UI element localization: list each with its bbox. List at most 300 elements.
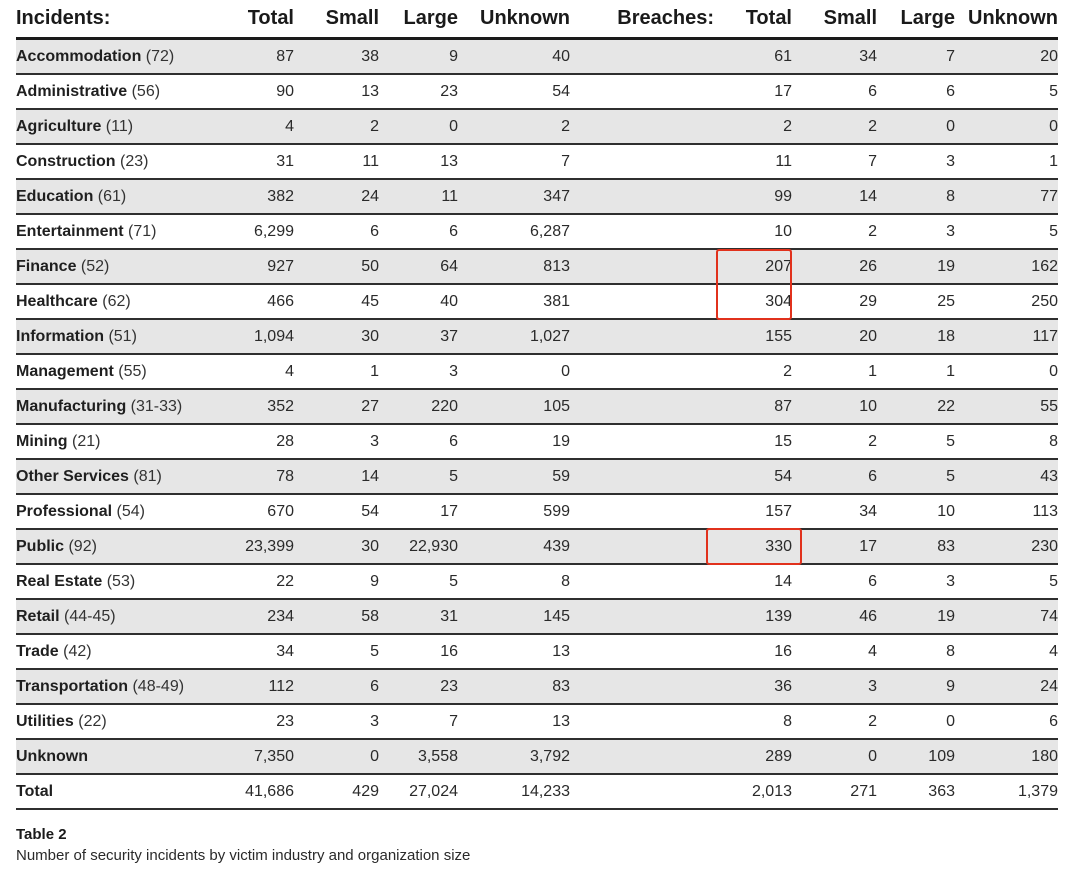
incidents-small-cell: 0	[294, 739, 379, 774]
breaches-large-cell: 0	[877, 704, 955, 739]
row-industry-label	[16, 564, 202, 599]
incidents-breaches-table-container	[16, 0, 1058, 810]
incidents-large-cell: 27,024	[379, 774, 458, 809]
breaches-total-cell: 2,013	[714, 774, 792, 809]
breaches-large-cell: 5	[877, 459, 955, 494]
industry-naics-code: (52)	[80, 257, 110, 275]
incidents-unknown-cell: 6,287	[458, 214, 570, 249]
incidents-large-cell: 5	[379, 564, 458, 599]
breaches-small-cell: 6	[792, 564, 877, 599]
industry-naics-code: (51)	[108, 327, 137, 345]
breaches-small-cell: 14	[792, 179, 877, 214]
breaches-label-spacer	[590, 144, 714, 179]
incidents-large-cell: 23	[379, 669, 458, 704]
breaches-label-spacer	[590, 704, 714, 739]
incidents-large-cell: 17	[379, 494, 458, 529]
row-industry-label	[16, 739, 202, 774]
table-caption	[16, 824, 1016, 866]
breaches-small-cell: 6	[792, 459, 877, 494]
row-industry-label	[16, 144, 202, 179]
incidents-total-cell: 352	[202, 389, 294, 424]
breaches-small-cell: 2	[792, 214, 877, 249]
incidents-total-cell: 670	[202, 494, 294, 529]
industry-naics-code: (55)	[118, 362, 147, 380]
breaches-large-cell: 363	[877, 774, 955, 809]
breaches-total-cell: 207	[714, 249, 792, 284]
breaches-unknown-cell: 8	[955, 424, 1058, 459]
incidents-unknown-cell: 83	[458, 669, 570, 704]
row-industry-label	[16, 389, 202, 424]
incidents-small-cell: 24	[294, 179, 379, 214]
breaches-small-cell: 10	[792, 389, 877, 424]
breaches-label-spacer	[590, 179, 714, 214]
breaches-total-cell: 157	[714, 494, 792, 529]
breaches-total-cell: 2	[714, 354, 792, 389]
incidents-large-cell: 31	[379, 599, 458, 634]
incidents-total-cell: 23,399	[202, 529, 294, 564]
incidents-small-cell: 6	[294, 214, 379, 249]
row-industry-label	[16, 39, 202, 75]
breaches-large-cell: 6	[877, 74, 955, 109]
table-row	[16, 389, 1058, 424]
highlight-box	[706, 528, 802, 565]
gap-cell	[570, 424, 590, 459]
industry-naics-code: (71)	[128, 222, 157, 240]
incidents-small-cell: 5	[294, 634, 379, 669]
header-incidents-large: Large	[379, 0, 458, 39]
row-industry-label	[16, 704, 202, 739]
industry-name: Other Services	[16, 467, 129, 485]
header-incidents-small: Small	[294, 0, 379, 39]
incidents-large-cell: 22,930	[379, 529, 458, 564]
table-body	[16, 39, 1058, 810]
gap-cell	[570, 39, 590, 75]
incidents-large-cell: 3	[379, 354, 458, 389]
table-row	[16, 424, 1058, 459]
breaches-large-cell: 25	[877, 284, 955, 319]
header-incidents: Incidents:	[16, 0, 202, 39]
caption-text: Number of security incidents by victim industry and organization size	[16, 847, 471, 864]
incidents-large-cell: 9	[379, 39, 458, 75]
row-industry-label	[16, 214, 202, 249]
breaches-unknown-cell: 1,379	[955, 774, 1058, 809]
table-row	[16, 354, 1058, 389]
breaches-total-cell: 10	[714, 214, 792, 249]
incidents-unknown-cell: 381	[458, 284, 570, 319]
breaches-label-spacer	[590, 39, 714, 75]
industry-name: Entertainment	[16, 222, 124, 240]
breaches-unknown-cell: 250	[955, 284, 1058, 319]
industry-name: Manufacturing	[16, 397, 127, 415]
table-row	[16, 494, 1058, 529]
gap-cell	[570, 249, 590, 284]
breaches-label-spacer	[590, 774, 714, 809]
breaches-large-cell: 83	[877, 529, 955, 564]
table-row	[16, 564, 1058, 599]
incidents-large-cell: 6	[379, 424, 458, 459]
gap-cell	[570, 739, 590, 774]
breaches-label-spacer	[590, 599, 714, 634]
breaches-large-cell: 10	[877, 494, 955, 529]
breaches-large-cell: 18	[877, 319, 955, 354]
breaches-label-spacer	[590, 319, 714, 354]
incidents-unknown-cell: 13	[458, 704, 570, 739]
breaches-large-cell: 3	[877, 564, 955, 599]
breaches-total-cell: 155	[714, 319, 792, 354]
incidents-small-cell: 13	[294, 74, 379, 109]
highlight-box	[716, 283, 792, 320]
gap-cell	[570, 669, 590, 704]
incidents-small-cell: 6	[294, 669, 379, 704]
incidents-unknown-cell: 599	[458, 494, 570, 529]
incidents-breaches-table	[16, 0, 1058, 810]
incidents-small-cell: 30	[294, 319, 379, 354]
breaches-small-cell: 271	[792, 774, 877, 809]
breaches-label-spacer	[590, 249, 714, 284]
breaches-unknown-cell: 117	[955, 319, 1058, 354]
breaches-unknown-cell: 5	[955, 564, 1058, 599]
highlight-box	[716, 249, 792, 283]
breaches-total-cell: 330	[714, 529, 792, 564]
incidents-small-cell: 58	[294, 599, 379, 634]
incidents-unknown-cell: 1,027	[458, 319, 570, 354]
incidents-large-cell: 13	[379, 144, 458, 179]
breaches-label-spacer	[590, 529, 714, 564]
row-industry-label	[16, 179, 202, 214]
table-row	[16, 74, 1058, 109]
breaches-small-cell: 2	[792, 109, 877, 144]
header-breaches-small: Small	[792, 0, 877, 39]
incidents-large-cell: 16	[379, 634, 458, 669]
breaches-large-cell: 109	[877, 739, 955, 774]
gap-cell	[570, 319, 590, 354]
industry-name: Real Estate	[16, 572, 103, 590]
incidents-unknown-cell: 145	[458, 599, 570, 634]
row-industry-label	[16, 774, 202, 809]
breaches-label-spacer	[590, 354, 714, 389]
breaches-total-cell: 8	[714, 704, 792, 739]
gap-cell	[570, 179, 590, 214]
breaches-total-cell: 87	[714, 389, 792, 424]
incidents-unknown-cell: 2	[458, 109, 570, 144]
incidents-large-cell: 5	[379, 459, 458, 494]
incidents-unknown-cell: 40	[458, 39, 570, 75]
breaches-label-spacer	[590, 424, 714, 459]
incidents-total-cell: 41,686	[202, 774, 294, 809]
breaches-large-cell: 9	[877, 669, 955, 704]
incidents-unknown-cell: 3,792	[458, 739, 570, 774]
breaches-unknown-cell: 6	[955, 704, 1058, 739]
breaches-large-cell: 0	[877, 109, 955, 144]
breaches-total-cell: 289	[714, 739, 792, 774]
incidents-large-cell: 40	[379, 284, 458, 319]
breaches-large-cell: 1	[877, 354, 955, 389]
incidents-total-cell: 112	[202, 669, 294, 704]
table-row	[16, 319, 1058, 354]
breaches-label-spacer	[590, 389, 714, 424]
incidents-unknown-cell: 54	[458, 74, 570, 109]
industry-name: Agriculture	[16, 117, 102, 135]
incidents-total-cell: 31	[202, 144, 294, 179]
gap-cell	[570, 389, 590, 424]
breaches-small-cell: 20	[792, 319, 877, 354]
breaches-unknown-cell: 5	[955, 74, 1058, 109]
incidents-unknown-cell: 347	[458, 179, 570, 214]
breaches-small-cell: 6	[792, 74, 877, 109]
industry-naics-code: (56)	[131, 82, 161, 100]
industry-naics-code: (92)	[68, 537, 97, 555]
gap-cell	[570, 109, 590, 144]
incidents-large-cell: 3,558	[379, 739, 458, 774]
incidents-total-cell: 28	[202, 424, 294, 459]
header-breaches-large: Large	[877, 0, 955, 39]
table-row	[16, 39, 1058, 75]
caption-title: Table 2	[16, 826, 67, 843]
incidents-small-cell: 27	[294, 389, 379, 424]
gap-cell	[570, 774, 590, 809]
table-header-row	[16, 0, 1058, 39]
incidents-unknown-cell: 13	[458, 634, 570, 669]
incidents-small-cell: 30	[294, 529, 379, 564]
industry-name: Trade	[16, 642, 59, 660]
industry-name: Accommodation	[16, 47, 142, 65]
breaches-label-spacer	[590, 739, 714, 774]
gap-cell	[570, 564, 590, 599]
gap-cell	[570, 494, 590, 529]
gap-cell	[570, 704, 590, 739]
row-industry-label	[16, 284, 202, 319]
industry-name: Management	[16, 362, 114, 380]
industry-name: Retail	[16, 607, 60, 625]
incidents-total-cell: 466	[202, 284, 294, 319]
row-industry-label	[16, 459, 202, 494]
incidents-small-cell: 2	[294, 109, 379, 144]
incidents-total-cell: 927	[202, 249, 294, 284]
gap-cell	[570, 284, 590, 319]
row-industry-label	[16, 319, 202, 354]
incidents-small-cell: 50	[294, 249, 379, 284]
incidents-large-cell: 11	[379, 179, 458, 214]
breaches-label-spacer	[590, 634, 714, 669]
incidents-total-cell: 234	[202, 599, 294, 634]
incidents-unknown-cell: 8	[458, 564, 570, 599]
breaches-large-cell: 5	[877, 424, 955, 459]
incidents-large-cell: 0	[379, 109, 458, 144]
industry-name: Total	[16, 782, 54, 800]
industry-name: Administrative	[16, 82, 128, 100]
breaches-label-spacer	[590, 74, 714, 109]
industry-name: Public	[16, 537, 65, 555]
industry-name: Information	[16, 327, 104, 345]
breaches-total-cell: 2	[714, 109, 792, 144]
breaches-small-cell: 3	[792, 669, 877, 704]
incidents-small-cell: 429	[294, 774, 379, 809]
header-incidents-unknown: Unknown	[458, 0, 570, 39]
incidents-large-cell: 6	[379, 214, 458, 249]
incidents-large-cell: 7	[379, 704, 458, 739]
breaches-small-cell: 0	[792, 739, 877, 774]
incidents-total-cell: 1,094	[202, 319, 294, 354]
breaches-unknown-cell: 230	[955, 529, 1058, 564]
breaches-total-cell: 16	[714, 634, 792, 669]
industry-naics-code: (21)	[72, 432, 101, 450]
incidents-total-cell: 78	[202, 459, 294, 494]
breaches-unknown-cell: 0	[955, 354, 1058, 389]
table-row	[16, 669, 1058, 704]
table-row	[16, 739, 1058, 774]
breaches-total-cell: 15	[714, 424, 792, 459]
industry-name: Unknown	[16, 747, 88, 765]
header-incidents-total: Total	[202, 0, 294, 39]
breaches-label-spacer	[590, 214, 714, 249]
breaches-large-cell: 19	[877, 249, 955, 284]
breaches-large-cell: 7	[877, 39, 955, 75]
header-gap	[570, 0, 590, 39]
incidents-small-cell: 3	[294, 424, 379, 459]
table-row	[16, 284, 1058, 319]
breaches-small-cell: 2	[792, 424, 877, 459]
incidents-small-cell: 45	[294, 284, 379, 319]
breaches-unknown-cell: 113	[955, 494, 1058, 529]
breaches-label-spacer	[590, 494, 714, 529]
industry-name: Mining	[16, 432, 68, 450]
gap-cell	[570, 459, 590, 494]
header-breaches-unknown: Unknown	[955, 0, 1058, 39]
incidents-large-cell: 220	[379, 389, 458, 424]
row-industry-label	[16, 634, 202, 669]
industry-name: Professional	[16, 502, 113, 520]
incidents-unknown-cell: 813	[458, 249, 570, 284]
gap-cell	[570, 529, 590, 564]
row-industry-label	[16, 494, 202, 529]
breaches-total-cell: 61	[714, 39, 792, 75]
table-row	[16, 214, 1058, 249]
header-breaches-total: Total	[714, 0, 792, 39]
industry-naics-code: (61)	[97, 187, 127, 205]
incidents-total-cell: 4	[202, 354, 294, 389]
incidents-total-cell: 6,299	[202, 214, 294, 249]
breaches-small-cell: 2	[792, 704, 877, 739]
incidents-large-cell: 37	[379, 319, 458, 354]
incidents-small-cell: 9	[294, 564, 379, 599]
incidents-small-cell: 14	[294, 459, 379, 494]
industry-name: Utilities	[16, 712, 74, 730]
table-row	[16, 144, 1058, 179]
industry-naics-code: (81)	[133, 467, 162, 485]
industry-name: Transportation	[16, 677, 129, 695]
incidents-small-cell: 1	[294, 354, 379, 389]
row-industry-label	[16, 249, 202, 284]
breaches-small-cell: 29	[792, 284, 877, 319]
gap-cell	[570, 354, 590, 389]
incidents-unknown-cell: 14,233	[458, 774, 570, 809]
row-industry-label	[16, 599, 202, 634]
breaches-label-spacer	[590, 669, 714, 704]
incidents-unknown-cell: 105	[458, 389, 570, 424]
incidents-unknown-cell: 19	[458, 424, 570, 459]
breaches-total-cell: 139	[714, 599, 792, 634]
breaches-unknown-cell: 43	[955, 459, 1058, 494]
table-row	[16, 704, 1058, 739]
industry-naics-code: (31-33)	[130, 397, 183, 415]
breaches-label-spacer	[590, 564, 714, 599]
breaches-large-cell: 3	[877, 144, 955, 179]
incidents-total-cell: 382	[202, 179, 294, 214]
breaches-unknown-cell: 74	[955, 599, 1058, 634]
incidents-total-cell: 4	[202, 109, 294, 144]
breaches-unknown-cell: 20	[955, 39, 1058, 75]
breaches-unknown-cell: 24	[955, 669, 1058, 704]
breaches-total-cell: 99	[714, 179, 792, 214]
incidents-small-cell: 3	[294, 704, 379, 739]
breaches-large-cell: 8	[877, 634, 955, 669]
breaches-small-cell: 26	[792, 249, 877, 284]
gap-cell	[570, 599, 590, 634]
breaches-small-cell: 7	[792, 144, 877, 179]
breaches-small-cell: 34	[792, 39, 877, 75]
breaches-large-cell: 8	[877, 179, 955, 214]
incidents-large-cell: 23	[379, 74, 458, 109]
incidents-total-cell: 34	[202, 634, 294, 669]
industry-naics-code: (54)	[116, 502, 145, 520]
incidents-total-cell: 7,350	[202, 739, 294, 774]
breaches-unknown-cell: 5	[955, 214, 1058, 249]
industry-name: Education	[16, 187, 94, 205]
incidents-total-cell: 23	[202, 704, 294, 739]
incidents-large-cell: 64	[379, 249, 458, 284]
row-industry-label	[16, 424, 202, 459]
incidents-small-cell: 11	[294, 144, 379, 179]
breaches-large-cell: 3	[877, 214, 955, 249]
breaches-label-spacer	[590, 284, 714, 319]
breaches-unknown-cell: 180	[955, 739, 1058, 774]
industry-name: Healthcare	[16, 292, 98, 310]
industry-naics-code: (72)	[145, 47, 175, 65]
breaches-unknown-cell: 162	[955, 249, 1058, 284]
gap-cell	[570, 214, 590, 249]
breaches-large-cell: 19	[877, 599, 955, 634]
industry-naics-code: (44-45)	[64, 607, 116, 625]
industry-naics-code: (62)	[102, 292, 131, 310]
industry-naics-code: (53)	[106, 572, 136, 590]
breaches-small-cell: 17	[792, 529, 877, 564]
row-industry-label	[16, 74, 202, 109]
breaches-unknown-cell: 0	[955, 109, 1058, 144]
industry-naics-code: (42)	[63, 642, 92, 660]
table-total-row	[16, 774, 1058, 809]
breaches-small-cell: 4	[792, 634, 877, 669]
industry-name: Finance	[16, 257, 77, 275]
incidents-small-cell: 54	[294, 494, 379, 529]
breaches-total-cell: 36	[714, 669, 792, 704]
breaches-large-cell: 22	[877, 389, 955, 424]
breaches-small-cell: 1	[792, 354, 877, 389]
table-row	[16, 179, 1058, 214]
breaches-total-cell: 14	[714, 564, 792, 599]
breaches-unknown-cell: 55	[955, 389, 1058, 424]
breaches-small-cell: 34	[792, 494, 877, 529]
table-row	[16, 249, 1058, 284]
row-industry-label	[16, 669, 202, 704]
table-row	[16, 109, 1058, 144]
row-industry-label	[16, 529, 202, 564]
industry-naics-code: (22)	[78, 712, 107, 730]
breaches-label-spacer	[590, 109, 714, 144]
breaches-unknown-cell: 4	[955, 634, 1058, 669]
row-industry-label	[16, 109, 202, 144]
breaches-small-cell: 46	[792, 599, 877, 634]
incidents-total-cell: 87	[202, 39, 294, 75]
